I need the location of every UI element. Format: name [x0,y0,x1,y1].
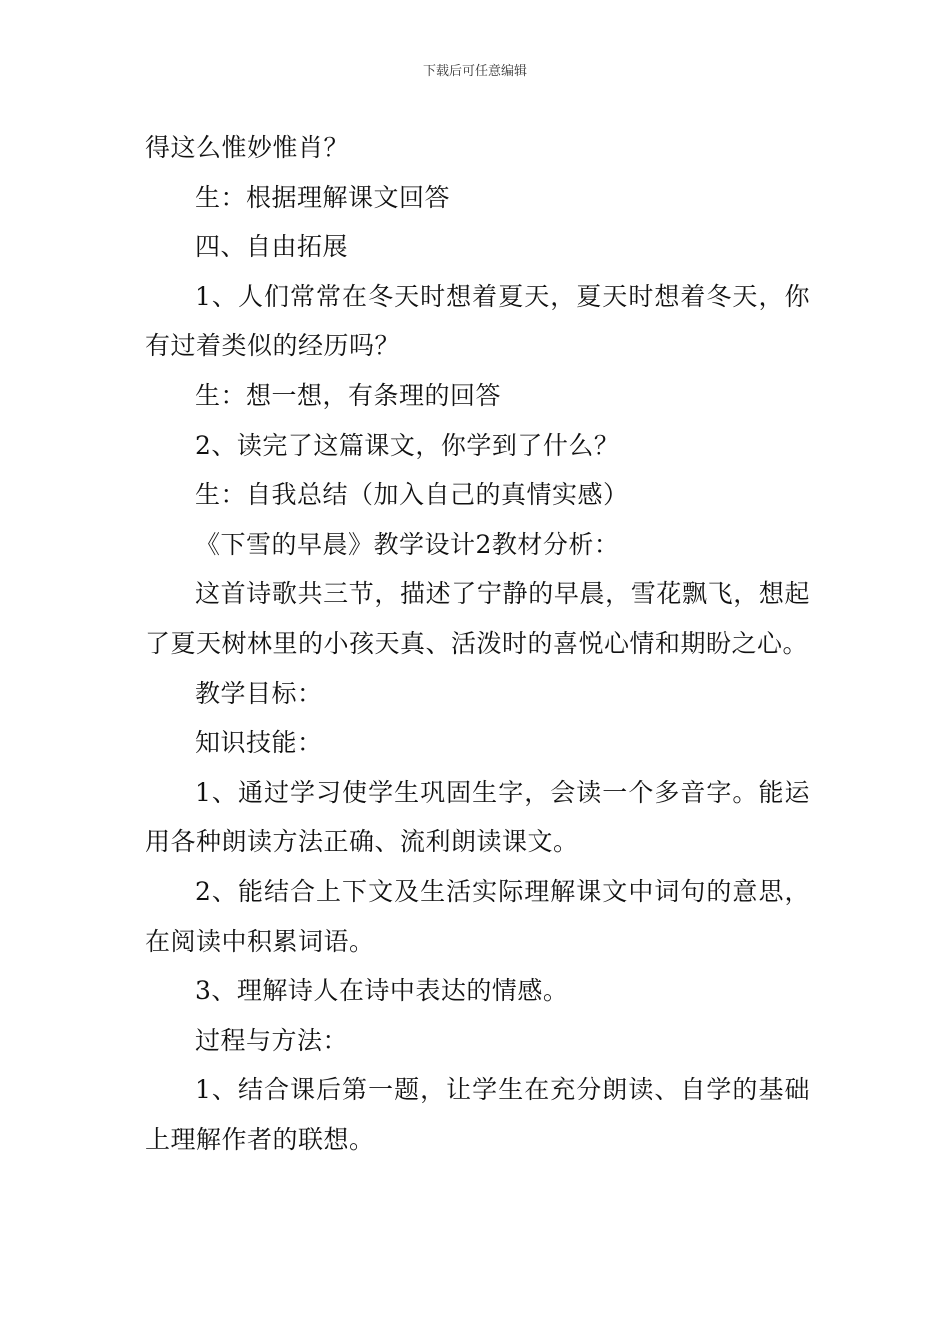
paragraph: 1、结合课后第一题，让学生在充分朗读、自学的基础上理解作者的联想。 [145,1075,810,1154]
section-heading: 四、自由拓展 [195,232,349,262]
paragraph: 2、能结合上下文及生活实际理解课文中词句的意思，在阅读中积累词语。 [145,876,810,956]
document-body [145,123,810,1164]
paragraph: 1、通过学习使学生巩固生字，会读一个多音字。能运用各种朗读方法正确、流利朗读课文。 [145,777,810,857]
paragraph: 这首诗歌共三节，描述了宁静的早晨，雪花飘飞，想起了夏天树林里的小孩天真、活泼时的喜悦心情和期盼之心。 [145,579,810,658]
paragraph: 生：根据理解课文回答 [195,182,451,212]
section-heading: 知识技能： [195,728,323,758]
section-heading: 过程与方法： [195,1025,349,1055]
paragraph: 生：想一想，有条理的回答 [195,380,502,410]
paragraph: 1、人们常常在冬天时想着夏天，夏天时想着冬天，你有过着类似的经历吗？ [145,281,810,361]
paragraph: 2、读完了这篇课文，你学到了什么？ [195,430,620,460]
section-heading: 教学目标： [195,678,323,708]
page-header: 下载后可任意编辑 [422,64,527,79]
paragraph: 得这么惟妙惟肖？ [145,133,350,162]
paragraph: 生：自我总结（加入自己的真情实感） [195,480,629,510]
paragraph: 3、理解诗人在诗中表达的情感。 [195,976,569,1006]
section-heading: 《下雪的早晨》教学设计2教材分析： [195,529,620,559]
